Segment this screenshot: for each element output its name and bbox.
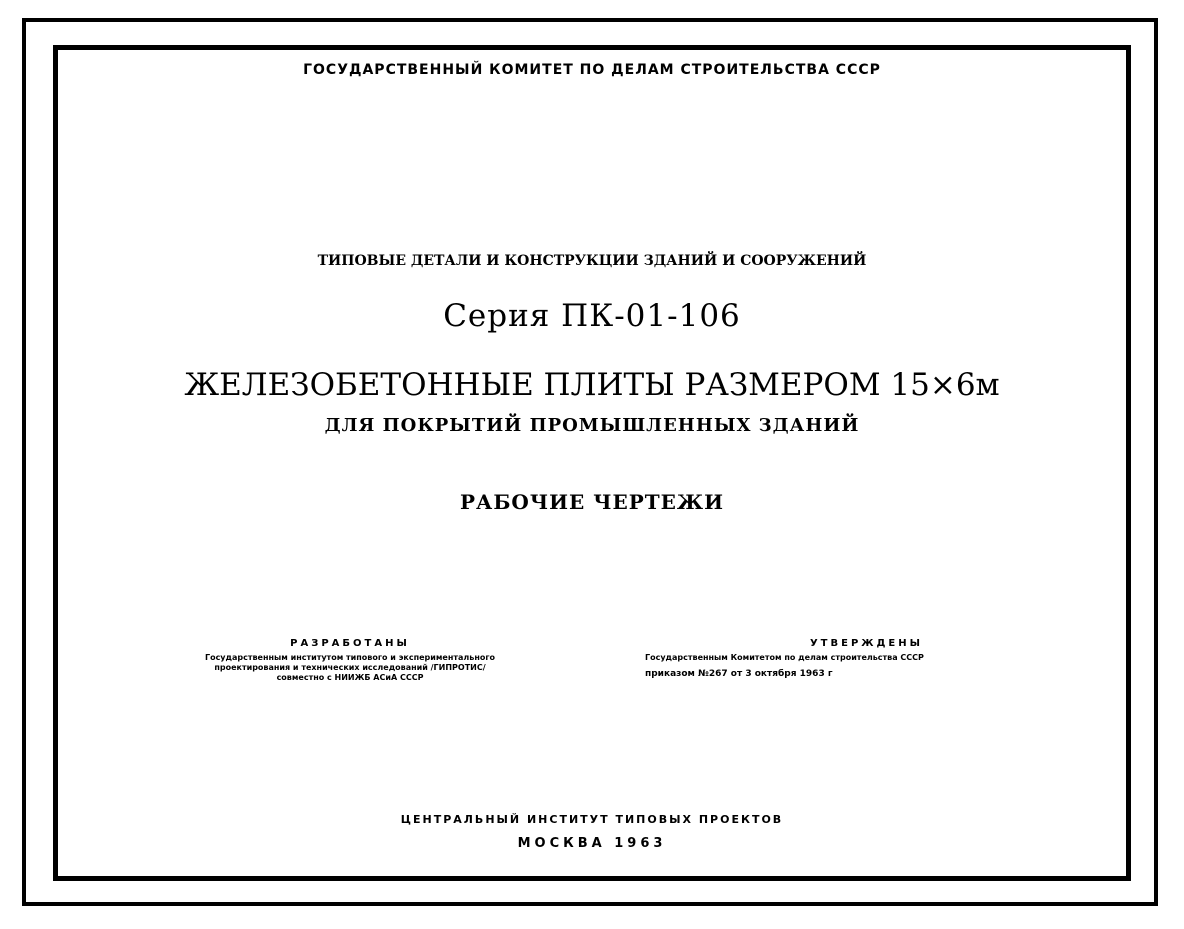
committee-heading: ГОСУДАРСТВЕННЫЙ КОМИТЕТ ПО ДЕЛАМ СТРОИТЕЛЬСТВА СССР bbox=[303, 62, 881, 78]
approved-block bbox=[645, 638, 1055, 679]
city-year: МОСКВА 1963 bbox=[517, 836, 667, 851]
document-title: ЖЕЛЕЗОБЕТОННЫЕ ПЛИТЫ РАЗМЕРОМ 15×6м bbox=[184, 367, 1000, 403]
developed-line-3: совместно с НИИЖБ АСиА СССР bbox=[276, 673, 424, 682]
inner-frame bbox=[53, 45, 1131, 881]
approved-line-1: Государственным Комитетом по делам строительства СССР bbox=[645, 653, 924, 662]
developed-line-2: проектирования и технических исследований /ГИПРОТИС/ bbox=[214, 663, 486, 672]
category-heading: ТИПОВЫЕ ДЕТАЛИ И КОНСТРУКЦИИ ЗДАНИЙ И СООРУЖЕНИЙ bbox=[317, 253, 867, 269]
developed-heading: РАЗРАБОТАНЫ bbox=[290, 638, 410, 649]
institute-name: ЦЕНТРАЛЬНЫЙ ИНСТИТУТ ТИПОВЫХ ПРОЕКТОВ bbox=[400, 813, 784, 826]
approved-heading: УТВЕРЖДЕНЫ bbox=[809, 638, 923, 649]
developed-block bbox=[160, 638, 540, 683]
approved-order: приказом №267 от 3 октября 1963 г bbox=[645, 669, 833, 679]
developed-line-1: Государственным институтом типового и экспериментального bbox=[204, 653, 496, 662]
document-subtitle: ДЛЯ ПОКРЫТИЙ ПРОМЫШЛЕННЫХ ЗДАНИЙ bbox=[324, 415, 860, 436]
series-title: Серия ПК-01-106 bbox=[443, 298, 741, 334]
drawings-heading: РАБОЧИЕ ЧЕРТЕЖИ bbox=[459, 490, 724, 514]
